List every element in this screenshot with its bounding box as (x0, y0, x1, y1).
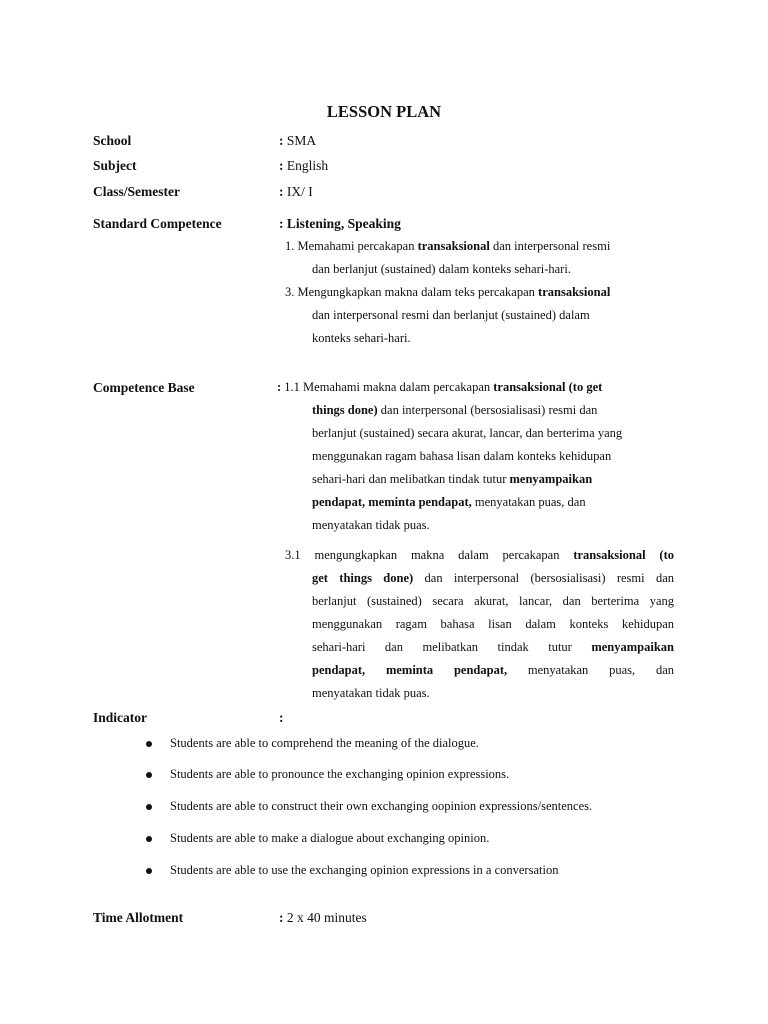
standard-competence-label: Standard Competence (93, 216, 222, 231)
competence-base-item-3-1-line: menyatakan tidak puas. (312, 686, 430, 700)
competence-base-item-3-1-line: sehari-hari dan melibatkan tindak tutur menyampaikan (312, 640, 674, 654)
competence-base-label: Competence Base (93, 380, 195, 395)
competence-base-item-1-1-line: sehari-hari dan melibatkan tindak tutur menyampaikan (312, 472, 593, 486)
competence-base-item-1-1-line: menggunakan ragam bahasa lisan dalam konteks kehidupan (312, 449, 612, 463)
competence-base-item-3-1-line: berlanjut (sustained) secara akurat, lancar, dan berterima yang (312, 594, 674, 608)
bullet-icon (146, 836, 152, 842)
indicator-item: Students are able to pronounce the exchanging opinion expressions. (170, 767, 510, 781)
competence-base-item-3-1-line: get things done) dan interpersonal (bersosialisasi) resmi dan (312, 571, 674, 585)
standard-competence-item-3: 3. Mengungkapkan makna dalam teks percakapan transaksional (285, 285, 611, 299)
subject-value: : English (279, 158, 329, 173)
time-allotment-label: Time Allotment (93, 910, 184, 925)
competence-base-item-1-1: : 1.1 Memahami makna dalam percakapan transaksional (to get (277, 380, 603, 394)
competence-base-item-1-1-line: pendapat, meminta pendapat, menyatakan puas, dan (312, 495, 586, 509)
indicator-item: Students are able to make a dialogue about exchanging opinion. (170, 831, 490, 845)
standard-competence-item-3-cont2: konteks sehari-hari. (312, 331, 411, 345)
standard-competence-item-3-cont: dan interpersonal resmi dan berlanjut (sustained) dalam (312, 308, 590, 322)
bullet-icon (146, 772, 152, 778)
school-label: School (93, 133, 132, 148)
competence-base-item-3-1-line: menggunakan ragam bahasa lisan dalam konteks kehidupan (312, 617, 674, 631)
indicator-colon: : (279, 710, 284, 725)
competence-base-item-3-1: 3.1 mengungkapkan makna dalam percakapan transaksional (to (285, 548, 674, 562)
indicator-item: Students are able to use the exchanging opinion expressions in a conversation (170, 863, 559, 877)
bullet-icon (146, 741, 152, 747)
page-title: LESSON PLAN (326, 102, 442, 121)
competence-base-item-1-1-line: things done) dan interpersonal (bersosialisasi) resmi dan (312, 403, 598, 417)
class-semester-value: : IX/ I (279, 184, 313, 199)
indicator-item: Students are able to comprehend the meaning of the dialogue. (170, 736, 479, 750)
time-allotment-value: : 2 x 40 minutes (279, 910, 367, 925)
competence-base-item-1-1-line: menyatakan tidak puas. (312, 518, 430, 532)
bullet-icon (146, 868, 152, 874)
bullet-icon (146, 804, 152, 810)
indicator-item: Students are able to construct their own exchanging oopinion expressions/sentences. (170, 799, 593, 813)
standard-competence-value: : Listening, Speaking (279, 216, 401, 231)
standard-competence-item-1-cont: dan berlanjut (sustained) dalam konteks sehari-hari. (312, 262, 571, 276)
competence-base-item-1-1-line: berlanjut (sustained) secara akurat, lancar, dan berterima yang (312, 426, 623, 440)
subject-label: Subject (93, 158, 137, 173)
school-value: : SMA (279, 133, 317, 148)
class-semester-label: Class/Semester (93, 184, 180, 199)
indicator-label: Indicator (93, 710, 147, 725)
standard-competence-item-1: 1. Memahami percakapan transaksional dan interpersonal resmi (285, 239, 611, 253)
competence-base-item-3-1-line: pendapat, meminta pendapat, menyatakan puas, dan (312, 663, 674, 677)
